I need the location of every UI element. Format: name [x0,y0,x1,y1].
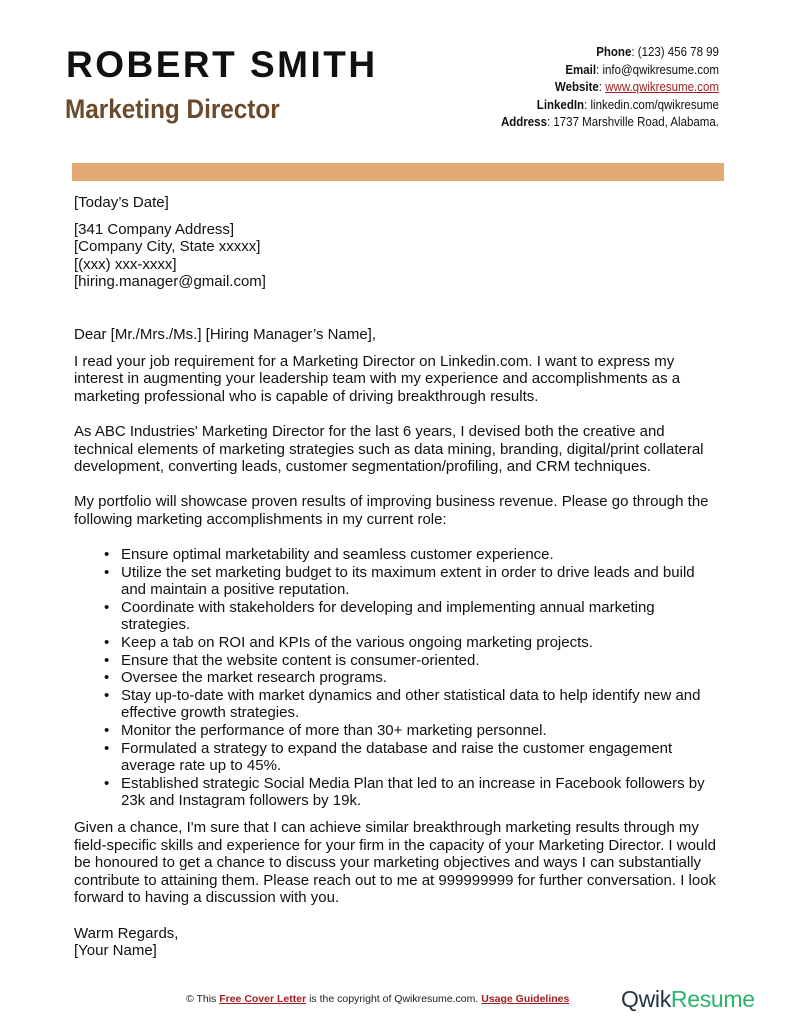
bullet-icon: • [104,686,110,704]
letter-date: [Today’s Date] [74,194,169,211]
list-item [74,669,734,687]
contact-label: LinkedIn [536,97,585,112]
job-title: Marketing Director [65,94,280,124]
paragraph-experience [74,423,734,476]
text-line: development, converting leads, customer segmentation/profiling, and CRM techniques. [74,458,651,476]
contact-value: 1737 Marshville Road, Alabama. [553,115,719,129]
bullet-icon: • [104,546,110,564]
bullet-text: Monitor the performance of more than 30+ marketing personnel. [121,722,547,740]
footer-text: is the copyright of Qwikresume.com. [306,993,482,1005]
address-line: [(xxx) xxx-xxxx] [74,255,177,273]
contact-email: Email: info@qwikresume.com [565,62,719,77]
footer-text: © This [186,993,220,1005]
contact-value: linkedin.com/qwikresume [590,97,719,112]
list-item [74,722,734,740]
text-line: technical elements of marketing strategies such as data mining, branding, digital/print collateral [74,440,704,458]
letter-body [74,194,734,960]
list-item [74,564,734,599]
salutation: Dear [Mr./Mrs./Ms.] [Hiring Manager’s Name], [74,325,377,343]
bullet-text: Ensure that the website content is consumer-oriented. [121,651,480,669]
contact-block [501,44,719,132]
contact-value[interactable]: www.qwikresume.com [605,80,719,94]
contact-address: Address: 1737 Marshville Road, Alabama. [501,115,719,129]
list-item [74,634,734,652]
accomplishments-list [74,546,734,810]
text-line: field-specific skills and experience for your firm in the capacity of your Marketing Director. I would [74,836,716,854]
contact-label: Email [565,62,597,77]
list-item [74,546,734,564]
closing: Warm Regards, [74,924,179,942]
usage-guidelines-link[interactable]: Usage Guidelines [481,993,570,1005]
bullet-text: and maintain a positive reputation. [121,581,350,599]
text-line: be honoured to get a chance to discuss your marketing objectives and ways I can substantially [74,854,702,872]
bullet-text: Formulated a strategy to expand the database and raise the customer engagement [121,739,673,757]
text-line: My portfolio will showcase proven results of improving business revenue. Please go through the [74,493,709,511]
list-item [74,687,734,722]
paragraph-intro [74,353,734,406]
text-line: Given a chance, I'm sure that I can achieve similar breakthrough marketing results through my [74,819,699,836]
bullet-text: effective growth strategies. [121,704,300,722]
bullet-icon: • [104,634,110,652]
bullet-text: strategies. [121,616,191,634]
paragraph-closing [74,819,734,907]
contact-label: Address [501,115,548,129]
copyright-footer [186,993,569,1005]
bullet-icon: • [104,598,110,616]
bullet-icon: • [104,651,110,669]
text-line: As ABC Industries' Marketing Director for the last 6 years, I devised both the creative and [74,422,665,440]
contact-linkedin: LinkedIn: linkedin.com/qwikresume [536,97,719,112]
bullet-text: Ensure optimal marketability and seamless customer experience. [121,546,554,564]
bullet-text: Established strategic Social Media Plan that led to an increase in Facebook followers by [121,774,705,792]
text-line: forward to having a discussion with you. [74,889,340,907]
text-line: contribute to attaining them. Please reach out to me at 999999999 for further conversation. I look [74,871,717,889]
bullet-icon: • [104,739,110,757]
bullet-icon: • [104,722,110,740]
list-item [74,599,734,634]
bullet-text: 23k and Instagram followers by 19k. [121,792,362,810]
list-item [74,775,734,810]
qwikresume-logo: QwikResume [621,986,755,1012]
contact-value: (123) 456 78 99 [637,45,719,59]
bullet-text: Utilize the set marketing budget to its maximum extent in order to drive leads and build [121,563,695,581]
list-item [74,740,734,775]
contact-phone: Phone: (123) 456 78 99 [596,45,719,59]
signature: [Your Name] [74,942,157,960]
bullet-text: Oversee the market research programs. [121,669,387,687]
contact-website: Website: www.qwikresume.com [554,80,719,94]
contact-label: Website [554,80,599,94]
text-line: following marketing accomplishments in my current role: [74,510,447,528]
address-line: [Company City, State xxxxx] [74,238,261,256]
list-item [74,652,734,670]
bullet-text: average rate up to 45%. [121,757,282,775]
recipient-address [74,221,734,291]
text-line: marketing professional who is capable of driving breakthrough results. [74,387,539,405]
contact-value: info@qwikresume.com [602,62,719,77]
bullet-icon: • [104,669,110,687]
accent-bar [72,163,724,181]
bullet-text: Coordinate with stakeholders for developing and implementing annual marketing [121,598,655,616]
bullet-icon: • [104,774,110,792]
address-line: [hiring.manager@gmail.com] [74,273,266,291]
text-line: interest in augmenting your leadership team with my experience and accomplishments as a [74,370,681,388]
applicant-name: ROBERT SMITH [66,44,378,85]
bullet-text: Stay up-to-date with market dynamics and other statistical data to help identify new and [121,686,701,704]
bullet-text: Keep a tab on ROI and KPIs of the various ongoing marketing projects. [121,634,593,652]
paragraph-portfolio [74,493,734,528]
bullet-icon: • [104,563,110,581]
free-cover-letter-link[interactable]: Free Cover Letter [219,993,307,1005]
text-line: I read your job requirement for a Marketing Director on Linkedin.com. I want to express my [74,352,675,370]
address-line: [341 Company Address] [74,220,235,238]
contact-label: Phone [596,45,632,59]
